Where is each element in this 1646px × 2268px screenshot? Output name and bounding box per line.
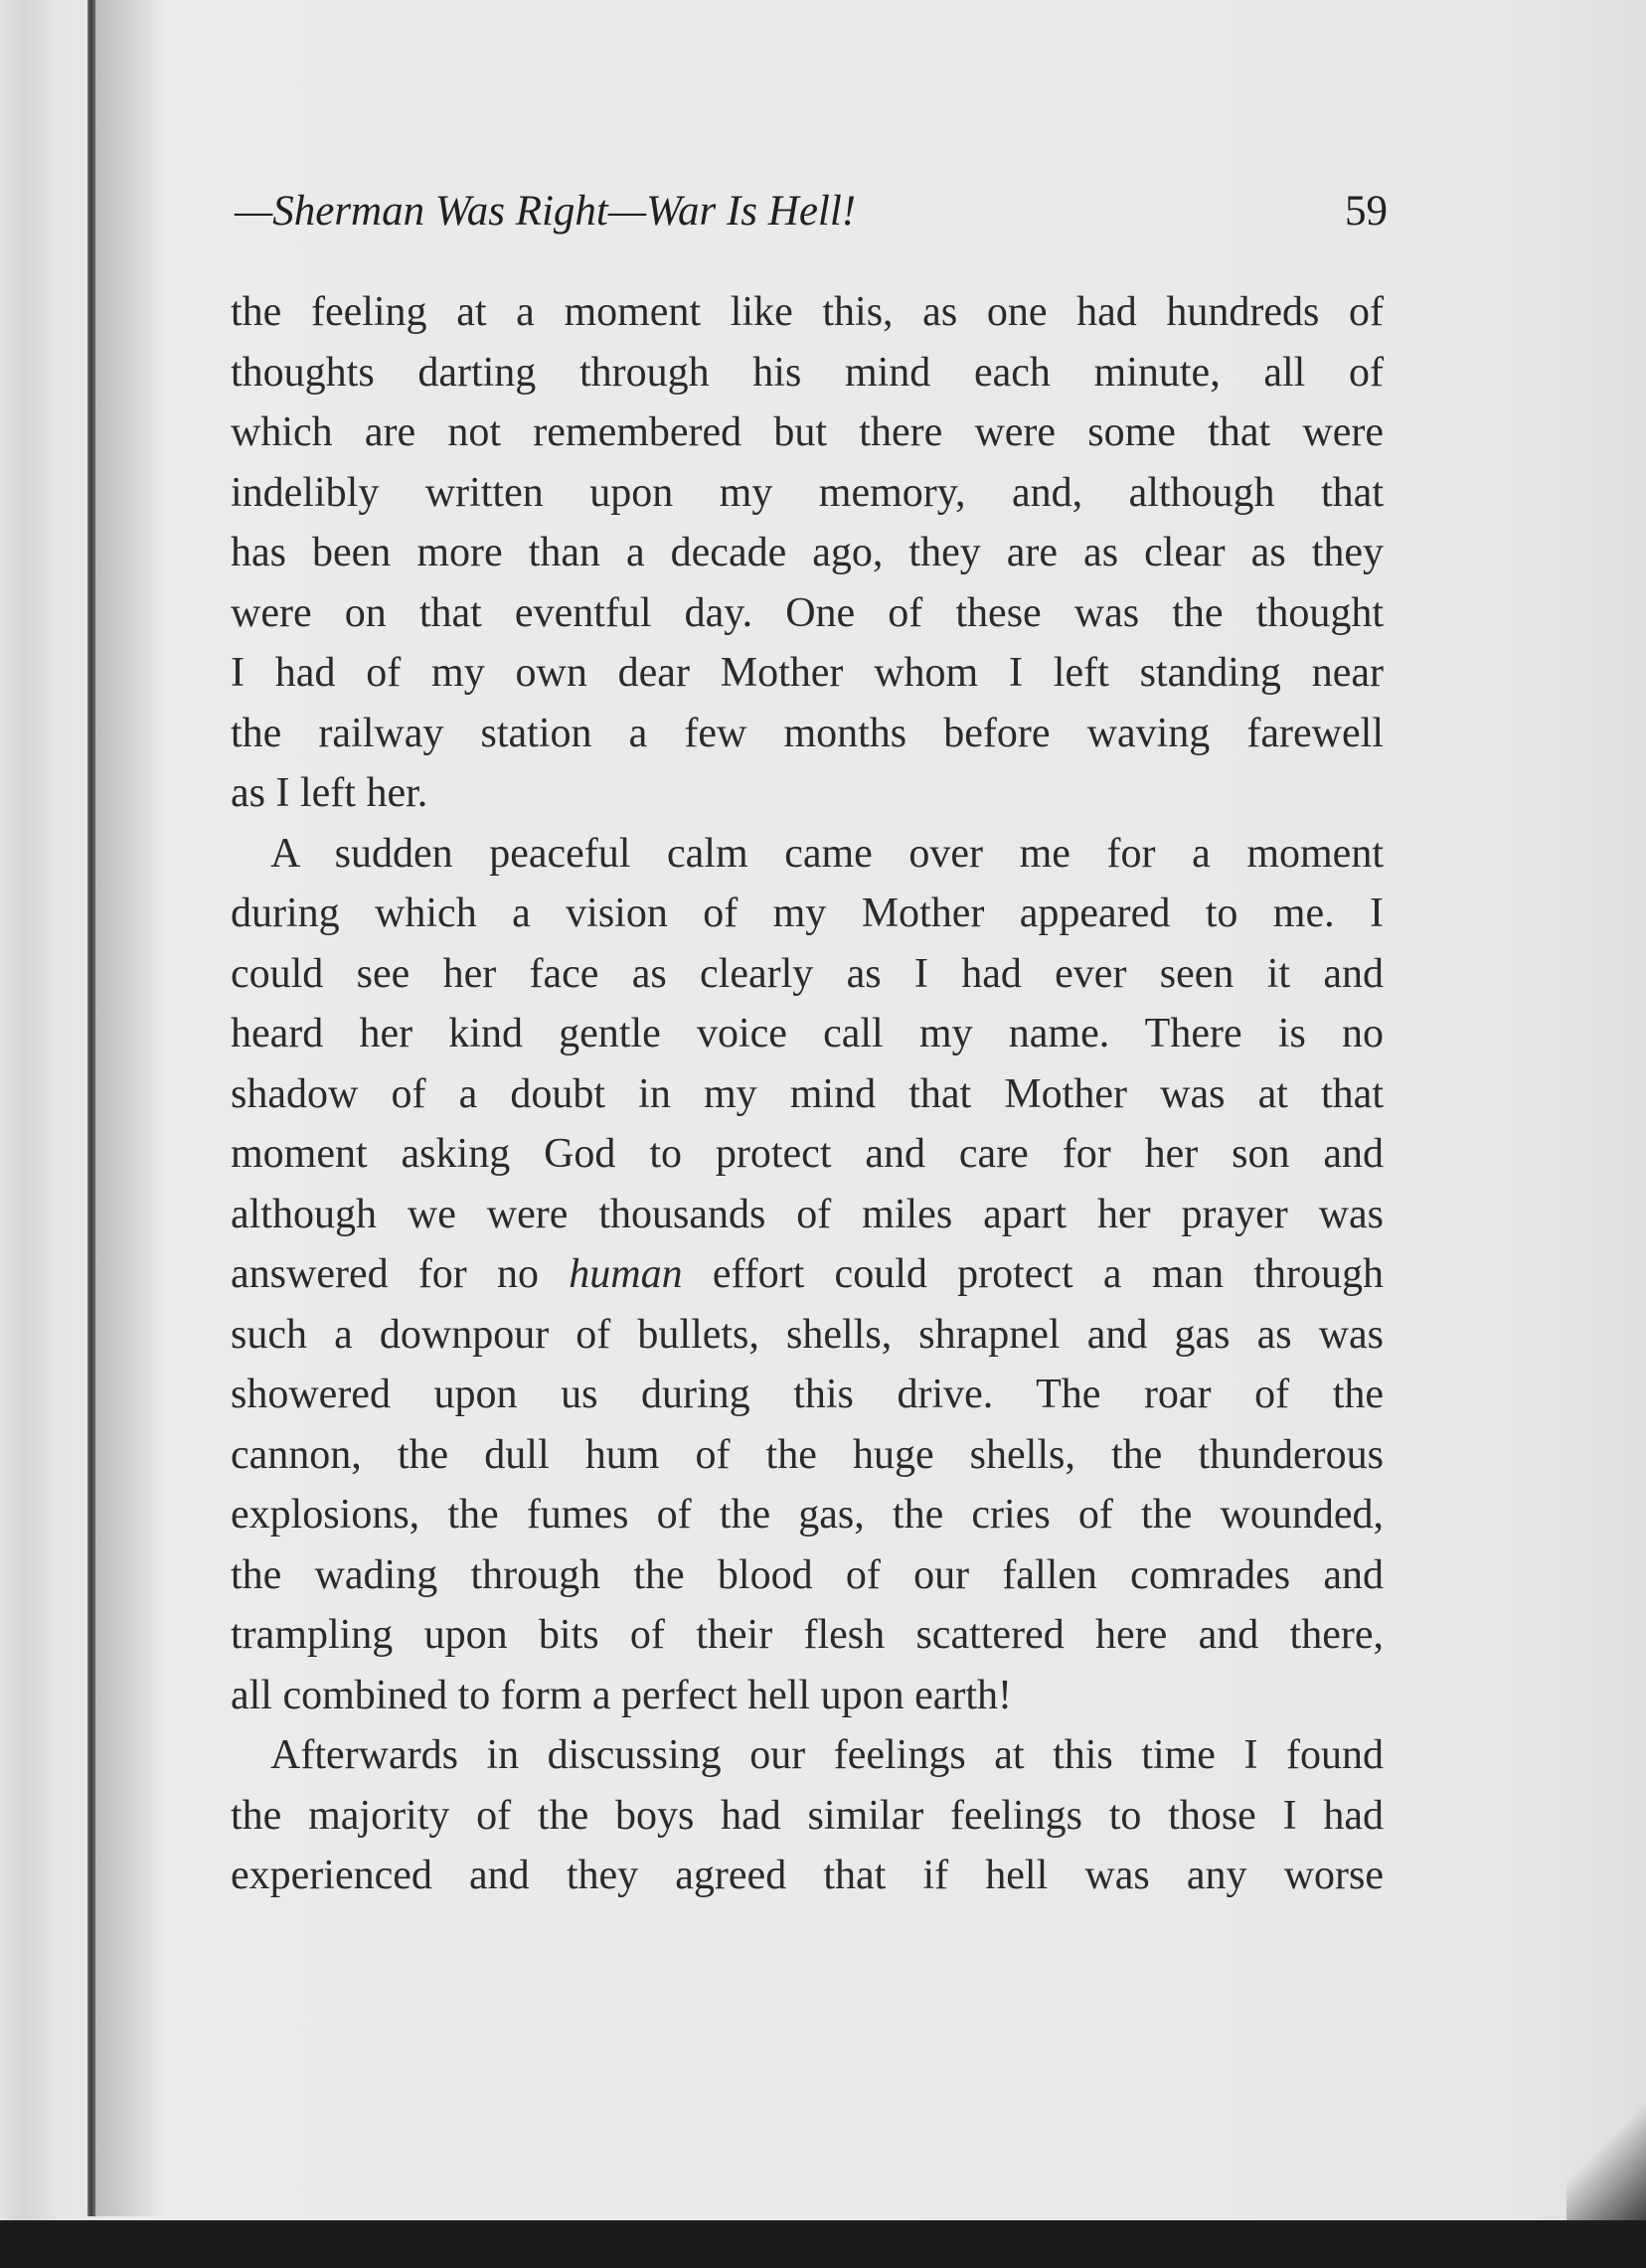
running-header: [235, 184, 1388, 243]
gutter-shadow: [95, 0, 165, 2216]
text-line: heard her kind gentle voice call my name. There is no: [231, 1011, 1384, 1056]
text-line: were on that eventful day. One of these was the thought: [231, 589, 1384, 636]
text-line: explosions, the fumes of the gas, the cries of the wounded,: [231, 1492, 1384, 1538]
text-line: shadow of a doubt in my mind that Mother was at that: [231, 1070, 1384, 1117]
text-line: I had of my own dear Mother whom I left standing near: [231, 650, 1384, 696]
text-line: has been more than a decade ago, they are as clear as they: [231, 530, 1384, 575]
book-gutter-line: [87, 0, 95, 2216]
paragraph-first-line: Afterwards in discussing our feelings at this time I found: [270, 1732, 1384, 1778]
text-run: answered for no: [231, 1251, 570, 1297]
text-line: trampling upon bits of their flesh scattered here and there,: [231, 1612, 1384, 1658]
text-line: the wading through the blood of our fallen comrades and: [231, 1551, 1384, 1598]
text-line-with-emphasis: [231, 1244, 1384, 1305]
text-run: effort could protect a man through: [682, 1251, 1384, 1297]
text-line: all combined to form a perfect hell upon earth!: [231, 1672, 1013, 1718]
text-line: the railway station a few months before waving farewell: [231, 710, 1384, 756]
paragraph-first-line: A sudden peaceful calm came over me for a moment: [270, 830, 1384, 877]
text-line: could see her face as clearly as I had ever seen it and: [231, 950, 1384, 997]
emphasized-word: human: [569, 1251, 683, 1297]
text-line: the majority of the boys had similar feelings to those I had: [231, 1792, 1384, 1839]
text-line: although we were thousands of miles apart her prayer was: [231, 1191, 1384, 1237]
text-line: indelibly written upon my memory, and, although that: [231, 469, 1384, 516]
text-line: as I left her.: [231, 770, 428, 816]
page-corner-shadow: [1566, 2101, 1646, 2220]
text-line: during which a vision of my Mother appeared to me. I: [231, 891, 1384, 936]
text-line: showered upon us during this drive. The roar of the: [231, 1372, 1384, 1417]
text-line: cannon, the dull hum of the huge shells, the thunderous: [231, 1431, 1384, 1478]
page-binding-edge: [0, 0, 24, 2268]
running-title: —Sherman Was Right—War Is Hell!: [235, 188, 857, 235]
body-text: [231, 282, 1384, 1906]
text-line: the feeling at a moment like this, as one had hundreds of: [231, 289, 1384, 335]
text-line: moment asking God to protect and care for her son and: [231, 1131, 1384, 1177]
text-line: such a downpour of bullets, shells, shrapnel and gas as was: [231, 1311, 1384, 1358]
page-number: 59: [1345, 188, 1388, 235]
text-line: experienced and they agreed that if hell was any worse: [231, 1853, 1384, 1898]
text-line: thoughts darting through his mind each minute, all of: [231, 349, 1384, 396]
scanner-bottom-edge: [0, 2220, 1646, 2268]
text-line: which are not remembered but there were some that were: [231, 409, 1384, 455]
